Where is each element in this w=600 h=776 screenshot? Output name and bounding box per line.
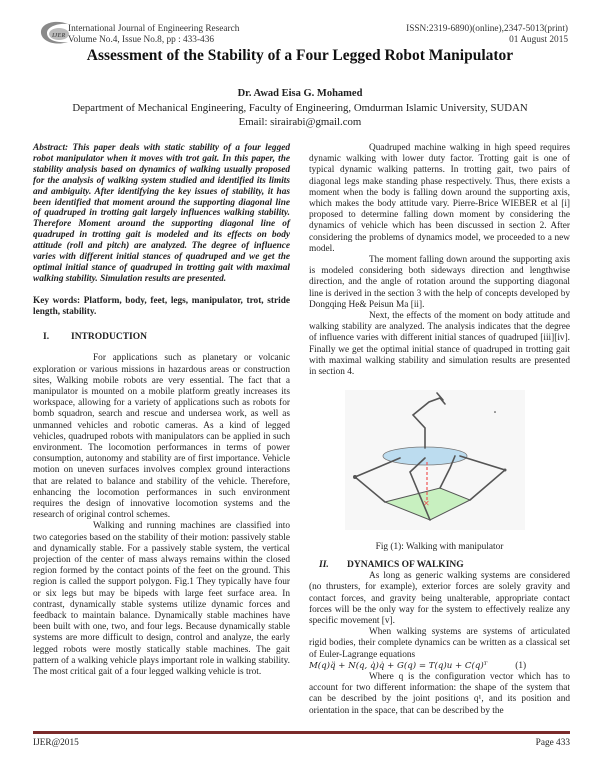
section-number: I. [43, 332, 50, 343]
paragraph: Next, the effects of the moment on body attitude and walking stability are analyzed. The analysis indicates that the degree of influence varies with different initial stances of quadruped [iii][iv]. Finally we get the optimal initial stance of quadruped in trotting gait with maximal walking stability and simulation results are presented in section 4. [309, 311, 570, 378]
paragraph: The moment falling down around the supporting axis is modeled considering both sideways direction and lengthwise direction, and the angle of rotation around the supporting diagonal line is derived in the section 3 with the help of concepts developed by Dongqing He& Peisun Ma [ii]. [309, 255, 570, 310]
right-column [309, 143, 570, 378]
svg-text:IJER: IJER [52, 33, 66, 39]
page-number: Page 433 [535, 738, 570, 748]
section-title: DYNAMICS OF WALKING [347, 560, 464, 570]
journal-logo [38, 20, 70, 44]
journal-volume: Volume No.4, Issue No.8, pp : 433-436 [68, 35, 214, 45]
paragraph: For applications such as planetary or volcanic exploration or various missions in hazardous areas or construction sites, Walking mobile robots are very essential. The fact that a manipulator is mounted on a mobile platform greatly increases its workspace, allowing for a variety of applications such as robots for bomb squadron, search and rescue and undersea work, as well as unmanned vehicles and robotic cameras. As a kind of legged vehicles, quadruped robots with manipulators can be applied in such environment. The locomotion performances in terms of power consumption, autonomy and stability are of first importance. Vehicle motion on uneven surfaces involves complex ground interactions that are related to balance and stability of the vehicle. Therefore, enhancing the locomotion performances in such environment requires the design of innovative locomotion systems and the research of original control schemes. [33, 353, 290, 521]
paragraph: As long as generic walking systems are considered (no thrusters, for example), exterior forces are solely gravity and contact forces, and gravity being unalterable, appropriate contact forces will be the only way for the system to effectively realize any specific movement [v]. [309, 571, 570, 627]
keywords: Key words: Platform, body, feet, legs, manipulator, trot, stride length, stability. [33, 295, 290, 317]
section-number: II. [319, 560, 329, 570]
section-heading-dynamics [309, 560, 570, 571]
journal-issn: ISSN:2319-6890)(online),2347-5013(print) [406, 24, 568, 34]
equation-1 [309, 661, 570, 672]
left-column [33, 143, 290, 678]
publication-date: 01 August 2015 [509, 35, 568, 45]
journal-info [68, 24, 239, 46]
right-column-lower [309, 560, 570, 717]
paragraph: Walking and running machines are classified into two categories based on the stability of their motion: passively stable and dynamically stable. For a passively stable system, the vertical projection of the center of mass always remains within the closed region formed by the contact points of the feet on the ground. This region is called the support polygon. Fig.1 They typically have four or six legs but may be bipeds with large feet surface area. In contrast, dynamically stable systems utilize dynamic forces and feedback to maintain balance. Dynamically stable machines have been built with one, two, and four legs. Because dynamically stable systems are more difficult to design, control and analyze, the early legged robots were mostly statically stable machines. The gait pattern of a walking vehicle plays important role in walking stability. The most critical gait of a four legged walking vehicle is trot. [33, 521, 290, 678]
paragraph: Where q is the configuration vector which has to account for two different information: the shape of the system that can be described by the joint positions q¹, and its position and orientation in the space, that can be described by the [309, 672, 570, 716]
svg-text:✕: ✕ [423, 499, 430, 508]
paper-title: Assessment of the Stability of a Four Legged Robot Manipulator [86, 47, 514, 64]
figure-walking-manipulator [345, 390, 525, 530]
affiliation: Department of Mechanical Engineering, Faculty of Engineering, Omdurman Islamic University, SUDAN [72, 102, 528, 114]
author-name: Dr. Awad Eisa G. Mohamed [237, 88, 363, 99]
equation: M(q)q̈ + N(q, q̇)q̇ + G(q) = T(q)u + C(q)ᵀ [309, 660, 488, 671]
author-affiliation-block [0, 101, 600, 129]
section-heading-introduction [33, 332, 290, 343]
paragraph: When walking systems are systems of articulated rigid bodies, their complete dynamics can be written as a classical set of Euler-Lagrange equations [309, 627, 570, 660]
footer-copyright: IJER@2015 [33, 738, 79, 748]
journal-issn-block [406, 24, 568, 46]
figure-caption: Fig (1): Walking with manipulator [375, 542, 504, 552]
equation-number: (1) [515, 660, 527, 671]
abstract: Abstract: This paper deals with static stability of a four legged robot manipulator when it moves with trot gait. In this paper, the stability analysis based on dynamics of walking usually proposed for the analysis of walking system studied and identified its limits and ambiguity. After identifying the key issues of stability, it has been identified that moment around the supporting diagonal line of quadruped in trotting gait largely influences walking stability. Therefore Moment around the supporting diagonal line of quadruped in trotting gait is modeled and its effects on body attitude (roll and pitch) are analyzed. The degree of influence varies with different initial stances of quadruped and we get the optimal initial stance of quadruped in trotting gait with maximal walking stability. Simulation results are presented. [33, 143, 290, 284]
paragraph: Quadruped machine walking in high speed requires dynamic walking with lower duty factor. Trotting gait is one of typical dynamic walking patterns. In trotting gait, two pairs of diagonal legs make standing phase respectively. Thus, there exists a moment when the body is falling down around the supporting axis, which makes the body attitude vary. Pierre-Brice WIEBER et al [i] proposed to determine falling down moment by considering the dynamics of vehicle which has been discussed in section 2. After considering the problems of dynamics model, we proceeded to a new model. [309, 143, 570, 254]
journal-name: International Journal of Engineering Research [68, 24, 240, 34]
footer-rule [33, 731, 570, 734]
author-email: Email: sirairabi@gmail.com [238, 116, 362, 128]
section-title: INTRODUCTION [71, 332, 148, 343]
